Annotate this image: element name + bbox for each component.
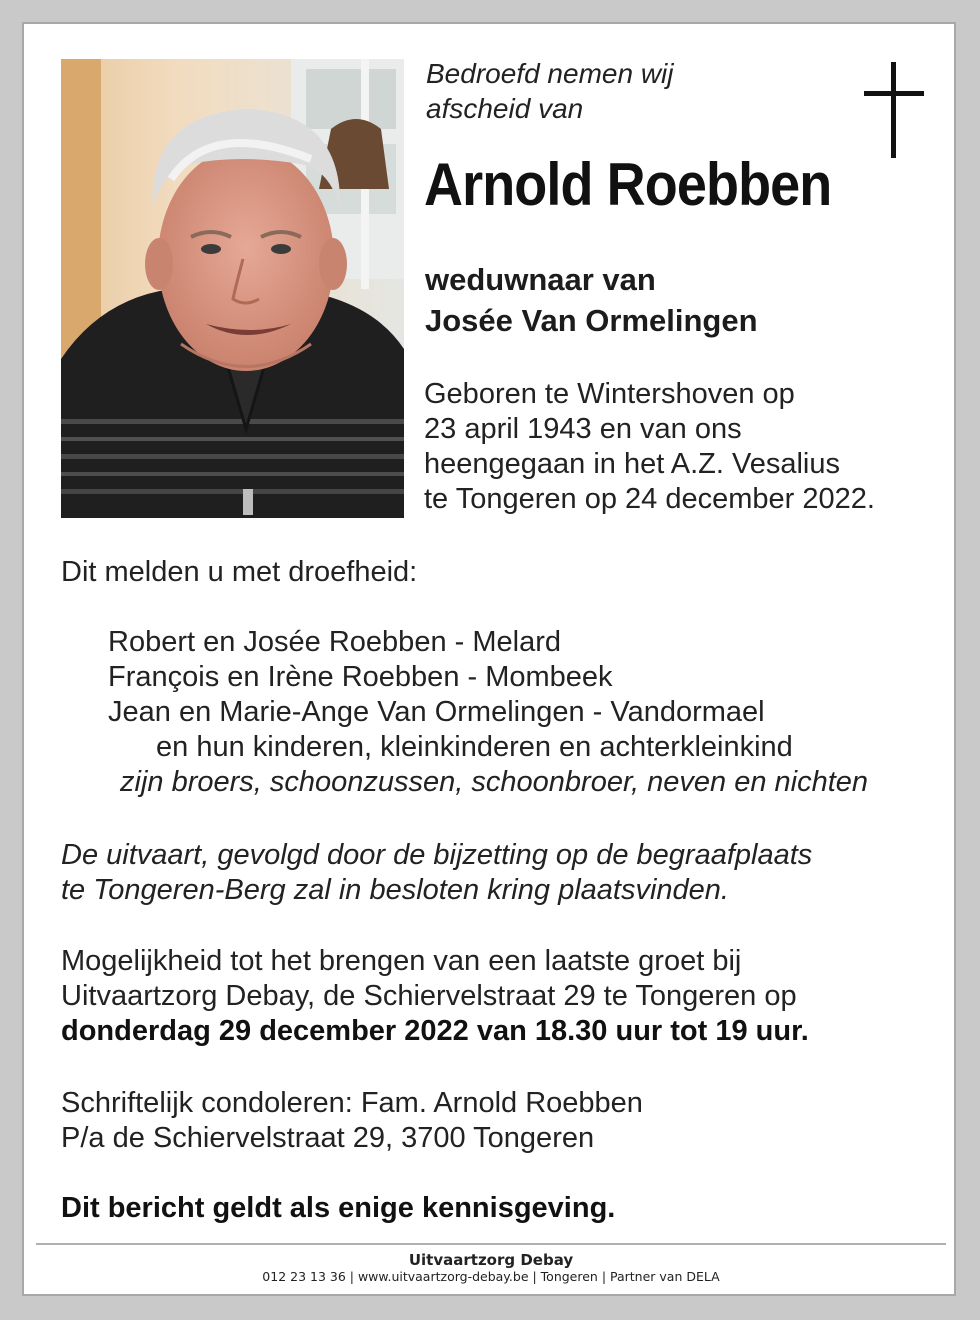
condolence-line-1: Schriftelijk condoleren: Fam. Arnold Roebben: [61, 1087, 643, 1119]
condolence-line-2: P/a de Schiervelstraat 29, 3700 Tongeren: [61, 1122, 595, 1154]
footer-divider: [36, 1243, 946, 1245]
portrait-image: [61, 59, 404, 518]
spouse-line-2: Josée Van Ormelingen: [425, 303, 758, 338]
funeral-line-2: te Tongeren-Berg zal in besloten kring plaatsvinden.: [61, 874, 729, 906]
birth-details: [424, 377, 875, 517]
family-line: Robert en Josée Roebben - Melard: [108, 626, 561, 658]
birth-line: te Tongeren op 24 december 2022.: [424, 483, 875, 515]
birth-line: 23 april 1943 en van ons: [424, 413, 742, 445]
family-list: [108, 625, 868, 800]
condolence-text: [61, 1086, 643, 1156]
funeral-line-1: De uitvaart, gevolgd door de bijzetting op de begraafplaats: [61, 839, 813, 871]
obituary-card: [22, 22, 956, 1296]
intro-text: [426, 56, 673, 126]
intro-line-2: afscheid van: [426, 93, 584, 124]
family-line: en hun kinderen, kleinkinderen en achterkleinkind: [156, 731, 793, 763]
footer-company: Uitvaartzorg Debay: [408, 1251, 574, 1269]
visit-datetime: donderdag 29 december 2022 van 18.30 uur tot 19 uur.: [61, 1015, 809, 1047]
family-line: zijn broers, schoonzussen, schoonbroer, neven en nichten: [120, 766, 869, 798]
spouse-line-1: weduwnaar van: [425, 262, 656, 297]
family-line: Jean en Marie-Ange Van Ormelingen - Vandormael: [108, 696, 765, 728]
cross-icon: [864, 62, 924, 158]
spouse-text: [425, 259, 758, 341]
birth-line: heengegaan in het A.Z. Vesalius: [424, 448, 840, 480]
intro-line-1: Bedroefd nemen wij: [426, 58, 674, 89]
birth-line: Geboren te Wintershoven op: [424, 378, 795, 410]
family-line: François en Irène Roebben - Mombeek: [108, 661, 613, 693]
footer-info: 012 23 13 36 | www.uitvaartzorg-debay.be | Tongeren | Partner van DELA: [262, 1269, 720, 1284]
funeral-text: [61, 838, 812, 908]
announce-text: Dit melden u met droefheid:: [61, 556, 418, 588]
visit-line-1: Mogelijkheid tot het brengen van een laatste groet bij: [61, 945, 742, 977]
visit-line-2: Uitvaartzorg Debay, de Schiervelstraat 29 te Tongeren op: [61, 980, 797, 1012]
portrait-photo: [61, 59, 404, 518]
deceased-name: Arnold Roebben: [424, 151, 832, 218]
notice-text: Dit bericht geldt als enige kennisgeving.: [61, 1192, 616, 1224]
visit-text: [61, 944, 809, 1049]
